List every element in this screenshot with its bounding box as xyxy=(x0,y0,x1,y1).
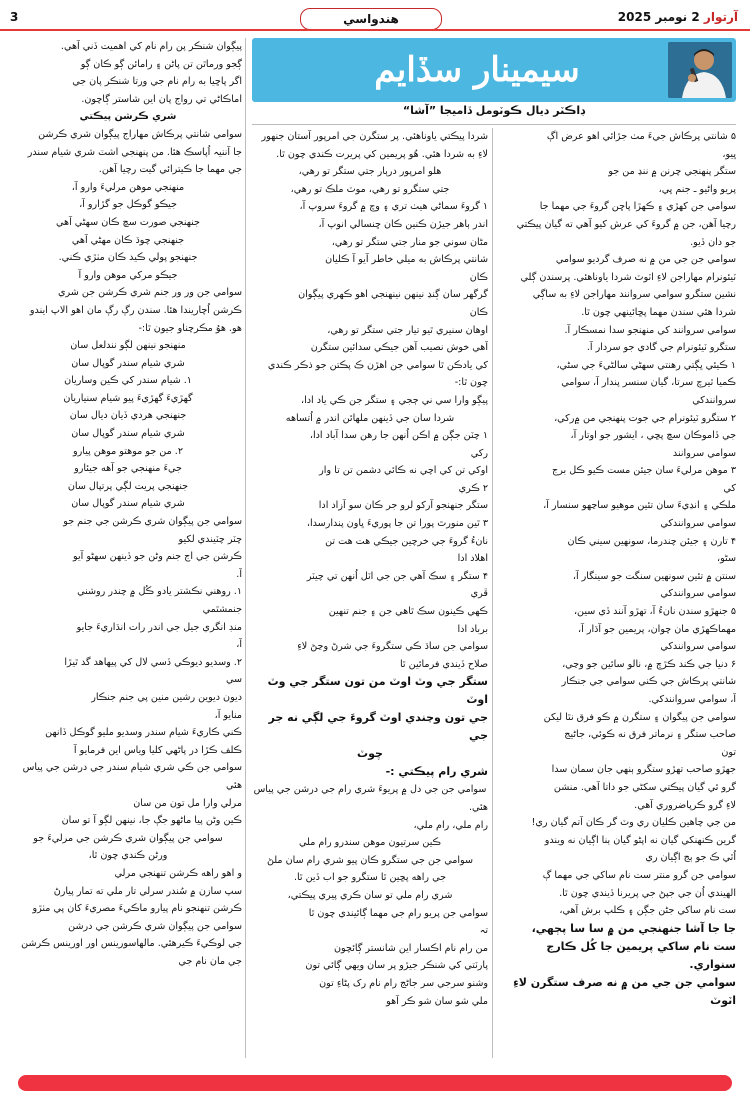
article-line: ۴ ستگر ۽ سڪ آهي جن جي اٽل اُنهن تي چيٽر xyxy=(306,570,488,582)
article-line: جي ڏاموڪان سچ پڇي ، ايشور جو اوتار آ، xyxy=(570,430,736,442)
article-line: شري رام پيڪتي :- xyxy=(385,765,488,779)
article-line: رکي xyxy=(470,447,488,459)
article-line: ڪان xyxy=(469,271,488,283)
article-line: سوامي جن پيڳوان شري ڪرشن جي درشن xyxy=(68,920,242,932)
article-line: ڪهي ڪينون سڪ ٿاهي جن ۽ جنم تنهين xyxy=(328,606,488,618)
column-divider xyxy=(245,38,246,1058)
article-line: ۱ چٽن جڳن ۾ اڪن اُنهن جا رهن سدا آباد ادا، xyxy=(309,430,488,442)
article-line: ملي شو سان شو ڪر آهو xyxy=(386,995,488,1007)
article-line: جهڙو صاحب تهڙو ستگرو ٻنهي جان سمان سدا xyxy=(551,764,736,776)
article-column-left xyxy=(14,38,242,1058)
article-line: آهي خوش نصيب آهن جيڪي سدائين ستگرن xyxy=(310,342,488,354)
article-line: هئي. xyxy=(468,802,488,813)
article-line: ۳ ٿين منورٿ پورا تن جا پوريءَ ڀاون پندارسدا، xyxy=(306,518,488,530)
newspaper-masthead: هندواسي xyxy=(300,8,442,30)
article-line: شري شيام سندر گوپال سان xyxy=(71,428,185,440)
article-line: ۶ دنيا جي ڪند ڪڙڇ ۾، نالو سائين جو وڃي، xyxy=(562,658,736,670)
article-line: سوامي جن کهڙي ۽ ڪهڙا پاڇن گروءَ جي مهما جا xyxy=(539,201,736,213)
article-line: سوامي جن ساڌ ڪي ستگروءَ جي شرڻ وڃڻ لاءِ xyxy=(297,641,488,653)
header-rule xyxy=(0,29,750,31)
article-line: منهنجي موهن مرليءَ وارو آ، xyxy=(71,181,185,193)
article-line: سروانندکي xyxy=(692,394,736,406)
article-line: ستگر جي وٽ اوٽ من تون ستگر جي وٽ اوٽ xyxy=(267,675,488,707)
article-line: تہ xyxy=(479,925,488,937)
article-line: صلاح ڏيندي فرمائين ٿا xyxy=(400,658,488,670)
article-line: پريو واڻيو ـ جنم ڀي، xyxy=(658,183,736,195)
article-line: کي يادڪن ٿا سوامي جن اهڙن ڪ پڪتن جو ذڪر ڪندي xyxy=(267,359,488,371)
article-line: ست نام ساکي پريمين جا کُل ڪارج سنواري. xyxy=(546,939,736,971)
article-line: الهيندي اُن جي جپڻ جي پريرنا ڏيندي چون ٿا. xyxy=(559,887,736,899)
article-line: ۳ موهن مرليءَ سان جيئن مست ڪيو ڪل برج xyxy=(552,465,736,477)
article-line: لاءِ به شردا هئي. هُو پريمين کي پريرت ڪندي چون ٿا. xyxy=(276,148,488,160)
article-line: من رام نام اڪسار اين شانستر ڳائچون xyxy=(334,942,488,954)
article-line: سوامي جن پيڳوان شري ڪرشن جي مرليءَ جو xyxy=(33,832,223,844)
article-line: ۱ ڪيئي ڀڳتي رهنتي سهڻي سالڻيءَ جي سڻي، xyxy=(556,359,736,371)
article-line: منهنجو نينهن لڳو نندلعل سان xyxy=(70,340,186,352)
article-line: گرو ئي گيان پيڪتي سکڻي جو داتا آهي. منشن xyxy=(553,781,736,793)
article-line: ستگر پنهنجي چرنن ۾ ننڍ من جو xyxy=(608,166,736,178)
article-line: جي مان نام جي xyxy=(178,955,242,967)
article-line: چٽر چٽيندي لکيو xyxy=(178,533,242,545)
article-line: سوامي سروانندکي xyxy=(660,588,736,600)
article-line: ديون ديوين رشين منين پي جنم جنڪار xyxy=(91,691,242,703)
article-line: منڊ انگري جيل جي اندر رات انڌاريءَ جايو xyxy=(76,621,242,633)
article-line: ورڻن ڪندي چون ٿا، xyxy=(88,850,168,862)
article-line: جنمشٿمي xyxy=(202,604,242,615)
article-line: جا آننيہ اُپاسڪ هئا. من پنهنجي اشٽ شري شيام سندر xyxy=(27,146,242,158)
article-line: ۲. من جو موهتو موهن پيارو xyxy=(73,445,183,457)
article-line: سنتن ۾ تئين سونهين سنگت جو سينگار آ، xyxy=(572,570,736,582)
article-line: ڪرشن تنهنجو نام پيارو ماڪيءَ مصريءَ کان پي مٺڙو xyxy=(32,903,242,915)
article-line: ڪرشن اُچاريندا هئا. سندن رڳ رڳ مان اهو الاپ ايندو xyxy=(29,304,242,316)
article-column-middle xyxy=(252,128,488,1058)
article-line: پارٽتي کي شنڪر جيڙو پر سان ويهي ڳائي تون xyxy=(305,960,488,972)
article-line: ۱. شيام سندر کي ڪين وساريان xyxy=(64,375,192,387)
date-weekday: آرتوار xyxy=(703,10,738,24)
article-line: جنهنجي هردي ڏيان ديال سان xyxy=(69,410,187,422)
article-line: ڪرشن جي اج جنم وڻن جو ڏينهن سهڻو آيو xyxy=(72,551,242,563)
article-line: ۱. روهني نڪشتر يادو ڪُل ۾ چندر روشني xyxy=(77,586,242,598)
article-line: شانتي پرڪاش به ميلي خاطر آيو آ ڪليان xyxy=(325,254,488,266)
article-line: سوامي جن ڪي شري شيام سندر جي درشن جي پياس xyxy=(22,762,242,774)
article-line: آ. xyxy=(236,568,242,580)
article-line: ستگرو ٽيئونرام جي گادي جو سردار آ. xyxy=(586,342,736,354)
article-line: ڪميا ٿيرچ سرتا، گيان سنسر پندار آ، سوامي xyxy=(561,377,736,389)
article-line: جنهنجي پريت لڳي پرتپال سان xyxy=(67,480,189,492)
article-line: من جي چاهين ڪليان ري وٽ گر ڪان آتم گيان ري! xyxy=(531,817,736,829)
article-line: پيڳو وارا سي ني ڄجي ۽ ستگر جن ڪي ياد ادا، xyxy=(300,394,488,406)
article-line: سوامي سروانند کي منهنجو سدا نمسڪار آ. xyxy=(564,324,736,336)
article-line: اگر پاڇيا به رام نام جي ورتا شنڪر پان جي xyxy=(72,76,242,88)
article-line: سوامي سروانندکي xyxy=(660,641,736,653)
article-line: آ، xyxy=(236,639,242,651)
article-line: جيءَ منهنجي جو آهه جيئارو xyxy=(74,463,182,475)
article-line: نانءُ گروءَ جي خرچين جيڪي هت هت تن xyxy=(325,535,488,547)
article-line: ست نام ساکي جڻن جڳن ۽ ڪلپ برش آهي، xyxy=(559,905,736,917)
article-line: سوامي جن گرو منتر ست نام ساکي جي مهما ڳ xyxy=(542,869,736,881)
date-rest: 2 نومبر 2025 xyxy=(617,10,700,24)
page-header xyxy=(0,8,750,30)
article-line: ٽيئونرام مهاراجن لاءِ اٽوٽ شردا ياوناهئي. پرسندن ڳلي xyxy=(520,271,736,283)
article-line: شردا هئي سندن مهما پڇائينهي چون ٿا. xyxy=(581,306,736,318)
article-line: جيڪو مرکي موهن وارو آ xyxy=(78,269,178,281)
article-line: جو دان ڏيو. xyxy=(690,236,736,248)
article-line: ۵ جنهڙو سندن نانءُ آ، تهڙو آنند ڏي سين، xyxy=(573,606,736,618)
article-line: مهماڪهڙي مان چوان، پريمين جو آڌار آ، xyxy=(578,623,736,635)
article-line: رچيا آهن، جن ۾ گروءَ کي عرش کيو آهي ته گيان پيڪتي xyxy=(516,218,736,230)
article-line: ملڪي ۽ انڍيءَ سان تئين موهيو ساڃهو سنسار آ، xyxy=(543,500,736,512)
article-line: سوامي جن پريو رام جي مهما ڳائيندي چون ٿا xyxy=(308,907,488,919)
article-line: هئي xyxy=(226,779,242,791)
article-line: لاءِ گرو ڪرپاضروري آهي. xyxy=(634,799,736,811)
article-line: برباد ادا xyxy=(457,623,488,635)
article-line: گرگهر سان ڳنڍ نينهن نينهنجي اهو ڪهري پيڳوان xyxy=(298,289,488,301)
article-line: هو. هوُ مڪرچناو جيون ٿا:- xyxy=(138,322,242,334)
article-byline: ڊاڪٽر ديال ڪوٽومل ڏاميجا ”آشا“ xyxy=(252,104,736,125)
article-line: جنهنجي چوڌ ڪان مهڻي آهي xyxy=(71,234,185,246)
article-line: ڪان xyxy=(469,306,488,318)
article-line: جي مهما جا ڪيترائي گيت رچيا آهن. xyxy=(98,164,242,176)
column-divider xyxy=(492,128,493,1058)
page-number: 3 xyxy=(10,10,19,24)
article-title: سيمينار سڏايم xyxy=(374,50,580,90)
article-line: ڀيو، xyxy=(722,148,736,160)
article-line: نشين ستگرو سوامي سروانند مهاراجن لاءِ به ساڳي xyxy=(532,289,736,301)
article-line: و اهو راهه ڪرشن تنهنجي مرلي xyxy=(114,867,242,879)
article-line: اوکي تن کي اچي نه ڪائي دشمن تن تا وار xyxy=(319,465,488,477)
article-line: سوامي جن جي دل ۾ پريوءَ شري رام جي درشن جي پياس xyxy=(253,784,487,796)
article-line: سپ سازن ۾ سُندر سرلي تار ملي ته تمار پيارڻ xyxy=(53,885,242,897)
article-line: شري رام ملي تو سان ڪري پيري پيڪتي، xyxy=(287,889,453,901)
article-line: شري ڪرشن پيڪتي xyxy=(79,111,177,123)
article-line: کي xyxy=(723,482,736,494)
article-line: منايو آ، xyxy=(214,709,242,721)
article-line: سوامي سروانند xyxy=(672,447,736,459)
article-line: ڪين سرتيون موهن سندرو رام ملي xyxy=(299,837,441,849)
article-line: جي راهه پڇين ٿا ستگرو جو اب ڏين ٿا. xyxy=(293,872,447,884)
date-line xyxy=(618,10,738,24)
author-photo xyxy=(668,42,732,98)
article-line: پيڳوان شنڪر پن رام نام کي اهميت ڏني آهي. xyxy=(60,41,242,52)
article-line: ۵ شانتي پرڪاش جيءَ مٺ جڙائي اهو عرض اڳ xyxy=(546,131,736,142)
article-line: هلو امرپور درٻار جتي ستگر تو رهي، xyxy=(298,166,442,178)
article-line: تون xyxy=(721,746,736,758)
article-line: ۲ ستگرو ٽيئونرام جي جوت پنهنجي من ۾رکي، xyxy=(554,412,736,424)
article-line: شردا پيڪتي ياوناهئي. پر ستگرن جي امرپور آستان جنهور xyxy=(261,131,488,142)
article-line: آ، سوامي سروانندکي. xyxy=(648,694,736,705)
article-line: سوامي جن جي ستگرو ڪان پيو شري رام سان ملڻ xyxy=(266,854,474,866)
article-line: ۴ تارن ۽ جيئن چندرما، سونهين سيني ڪان xyxy=(567,535,736,547)
article-line: ڪلف ڪڙا در پاڻهي کليا وياس اين فرمايو آ xyxy=(73,744,242,756)
article-title-banner xyxy=(252,38,736,102)
article-line: سوامي جن پيڳوان شري ڪرشن جي جنم جو xyxy=(63,516,242,528)
article-line: مڻان سوني جو منار جتي ستگر تو رهي، xyxy=(331,236,488,248)
article-line: ۲. وسديو ديوڪي ڏسي لال کي پيهاهد گد ٿيڙا xyxy=(64,656,242,668)
article-line: شانتي پرڪاش جي ڪني سوامي جي جنڪار xyxy=(561,676,736,688)
article-line: ستگر جنهنجو آرکو لرو جر ڪان سو آزاد ادا xyxy=(318,500,488,512)
article-line: گرين ڪنهنکي گيان نه اپڻو گيان ٻنا اڳيان نه ويندو xyxy=(544,834,736,846)
article-line: جيڪو گوڪل جو گڙارو آ، xyxy=(79,199,177,211)
article-line: جا جا آشا جنهنجي من ۾ سا سا پڄهي، xyxy=(531,921,736,935)
article-line: شري شيام سندر گوپال سان xyxy=(71,357,185,369)
article-line: سوامي جن ور ور جنم شري ڪرشن جن شري xyxy=(57,287,242,299)
article-line: سي xyxy=(225,674,242,686)
article-column-right xyxy=(498,128,736,1058)
article-line: ڪين وڻن پيا ماڻهو جڳ جا، نينهن لڳو آ تو سان xyxy=(61,815,242,827)
article-line: اُٿي ڪ جو ٻج اڳيان ري xyxy=(645,852,736,864)
article-line: صاحب ستگر ۽ نرماتر فرق نه ڪوئي، جاڻيج xyxy=(564,729,736,741)
article-line: ۲ ڪري xyxy=(458,482,488,494)
article-line: چون ٿا:- xyxy=(454,377,488,389)
article-line: وشنو سرجي سر جاڻج رام نام رک پڻاءِ تون xyxy=(319,977,488,989)
article-line: ڳجو ورماٿن تن پاڻن ۽ رامائن ڳو ڪان ڳو xyxy=(80,58,242,70)
article-line: سوامي جن جي من ۾ نه صرف ستگرن لاءِ اٽوٽ xyxy=(513,975,736,1007)
article-line: سوامي جن پيگوان ۽ ستگرن ۾ ڪو فرق نٿا ليکن xyxy=(543,711,736,723)
article-line: جي تون وڃندي اوٽ گروءَ جي لڳي نه جر جي xyxy=(268,711,488,743)
footer-bar xyxy=(18,1075,732,1091)
article-line: اندر ٻاهر جيڙن ڪنين ڪان ڇنسالي انوپ آ، xyxy=(318,218,488,230)
article-line: سوامي جن جي من ۾ نه صرف گرديو سوامي xyxy=(555,254,736,266)
article-line: سوامي سروانندکي xyxy=(660,518,736,530)
article-line: جنهنجو پولي ڪيد ڪان مٺڙي ڪني. xyxy=(58,252,198,264)
article-line: جي لوڪيءَ ڪيرهئي. مالهاسورينس اور اورينس ڪرشن xyxy=(21,938,242,950)
article-line: ۱ گروءَ سماڻي هيٺ تري ۽ وچ ۾ گروءَ سروپ آ، xyxy=(299,201,488,213)
article-line: شردا سان جي ڏينهن ملهائن اندر ۾ اُتساهه xyxy=(285,412,455,424)
article-line: ڪني ڪاريءَ شيام سندر وسديو مليو گوڪل ڏانهن xyxy=(45,727,242,739)
article-line: رام ملي، رام ملي، xyxy=(413,819,488,831)
article-line: جتي ستگرو تو رهي، موٽ ملڪ تو رهي، xyxy=(290,183,450,195)
article-line: ڦري xyxy=(470,588,488,600)
article-line: سوامي شانتي پرڪاش مهاراج پيڳوان شري ڪرشن xyxy=(38,128,242,140)
article-line: گهڙيءَ گهڙيءَ پيو شيام سنياريان xyxy=(63,392,193,404)
article-line: مرلي وارا مل تون من سان xyxy=(133,797,242,809)
article-line: چوٽ xyxy=(357,747,383,761)
article-line: شري شيام سندر گوپال سان xyxy=(71,498,185,510)
article-line: جنهنجي صورت سچ ڪان سهڻي آهي xyxy=(56,216,200,228)
article-line: اهلاد ادا xyxy=(457,553,488,565)
article-line: اماڪاڻي تي رواج پان اين شاستر ڳاچون. xyxy=(81,93,242,105)
article-line: سڻو، xyxy=(717,553,736,565)
article-line: اوهان سنيري ٿيو تيار جتي ستگر تو رهي، xyxy=(327,324,488,336)
